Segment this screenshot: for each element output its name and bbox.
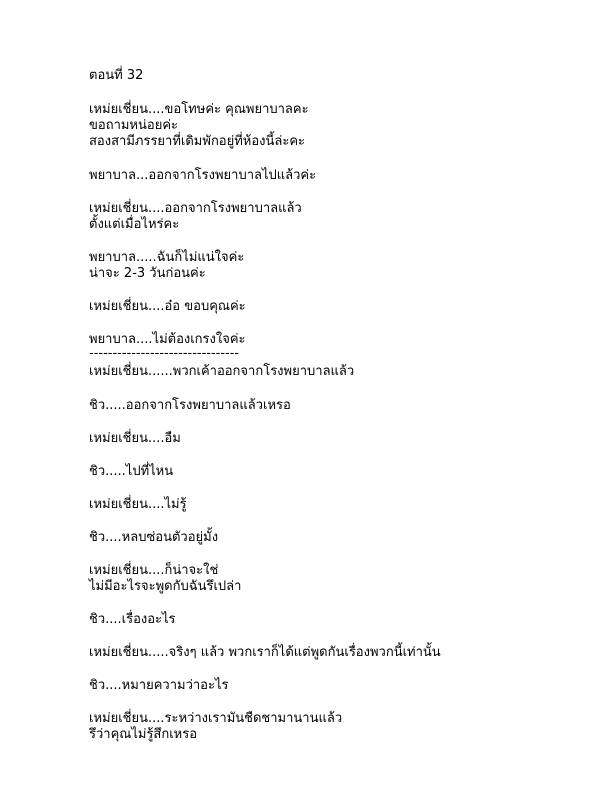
dialogue-line: สองสามีภรรยาที่เดิมพักอยู่ที่ห้องนี้ล่ะคะ [89,134,306,149]
dialogue-line: ชิว....หลบซ่อนตัวอยู่มั้ง [89,530,219,545]
dialogue-line: ชิว....เรื่องอะไร [89,612,176,627]
dialogue-line: เหม่ยเชี่ยน....ระหว่างเรามันชืดชามานานแล้ว [89,711,343,726]
dialogue-line: พยาบาล...ออกจากโรงพยาบาลไปแล้วค่ะ [89,168,317,183]
dialogue-line: เหม่ยเชี่ยน....ก็น่าจะใช่ [89,563,219,578]
dialogue-line: เหม่ยเชี่ยน....ไม่รู้ [89,497,187,512]
dialogue-line: รึว่าคุณไม่รู้สึกเหรอ [89,727,198,742]
dialogue-line: พยาบาล.....ฉันก็ไม่แน่ใจค่ะ [89,250,245,265]
dialogue-line: พยาบาล....ไม่ต้องเกรงใจค่ะ [89,332,246,347]
dialogue-line: เหม่ยเชี่ยน....อ๋อ ขอบคุณค่ะ [89,299,246,314]
dialogue-line: เหม่ยเชี่ยน......พวกเค้าออกจากโรงพยาบาลแล้ว [89,364,355,379]
dialogue-line: เหม่ยเชี่ยน....ออกจากโรงพยาบาลแล้ว [89,201,302,216]
dialogue-line: ชิว.....ออกจากโรงพยาบาลแล้วเหรอ [89,398,291,413]
section-divider: -------------------------------- [89,346,240,361]
dialogue-line: ชิว.....ไปที่ไหน [89,464,174,479]
dialogue-line: เหม่ยเชี่ยน.....จริงๆ แล้ว พวกเราก็ได้แต่พูดกันเรื่องพวกนี้เท่านั้น [89,645,441,660]
chapter-title: ตอนที่ 32 [89,68,144,83]
dialogue-line: ขอถามหน่อยค่ะ [89,118,178,133]
dialogue-line: ชิว....หมายความว่าอะไร [89,678,229,693]
dialogue-line: ไม่มีอะไรจะพูดกับฉันรึเปล่า [89,579,242,594]
dialogue-line: ตั้งแต่เมื่อไหร่คะ [89,217,180,232]
dialogue-line: เหม่ยเชี่ยน....ขอโทษค่ะ คุณพยาบาลคะ [89,102,309,117]
dialogue-line: น่าจะ 2-3 วันก่อนค่ะ [89,266,206,281]
dialogue-line: เหม่ยเชี่ยน....อืม [89,431,181,446]
